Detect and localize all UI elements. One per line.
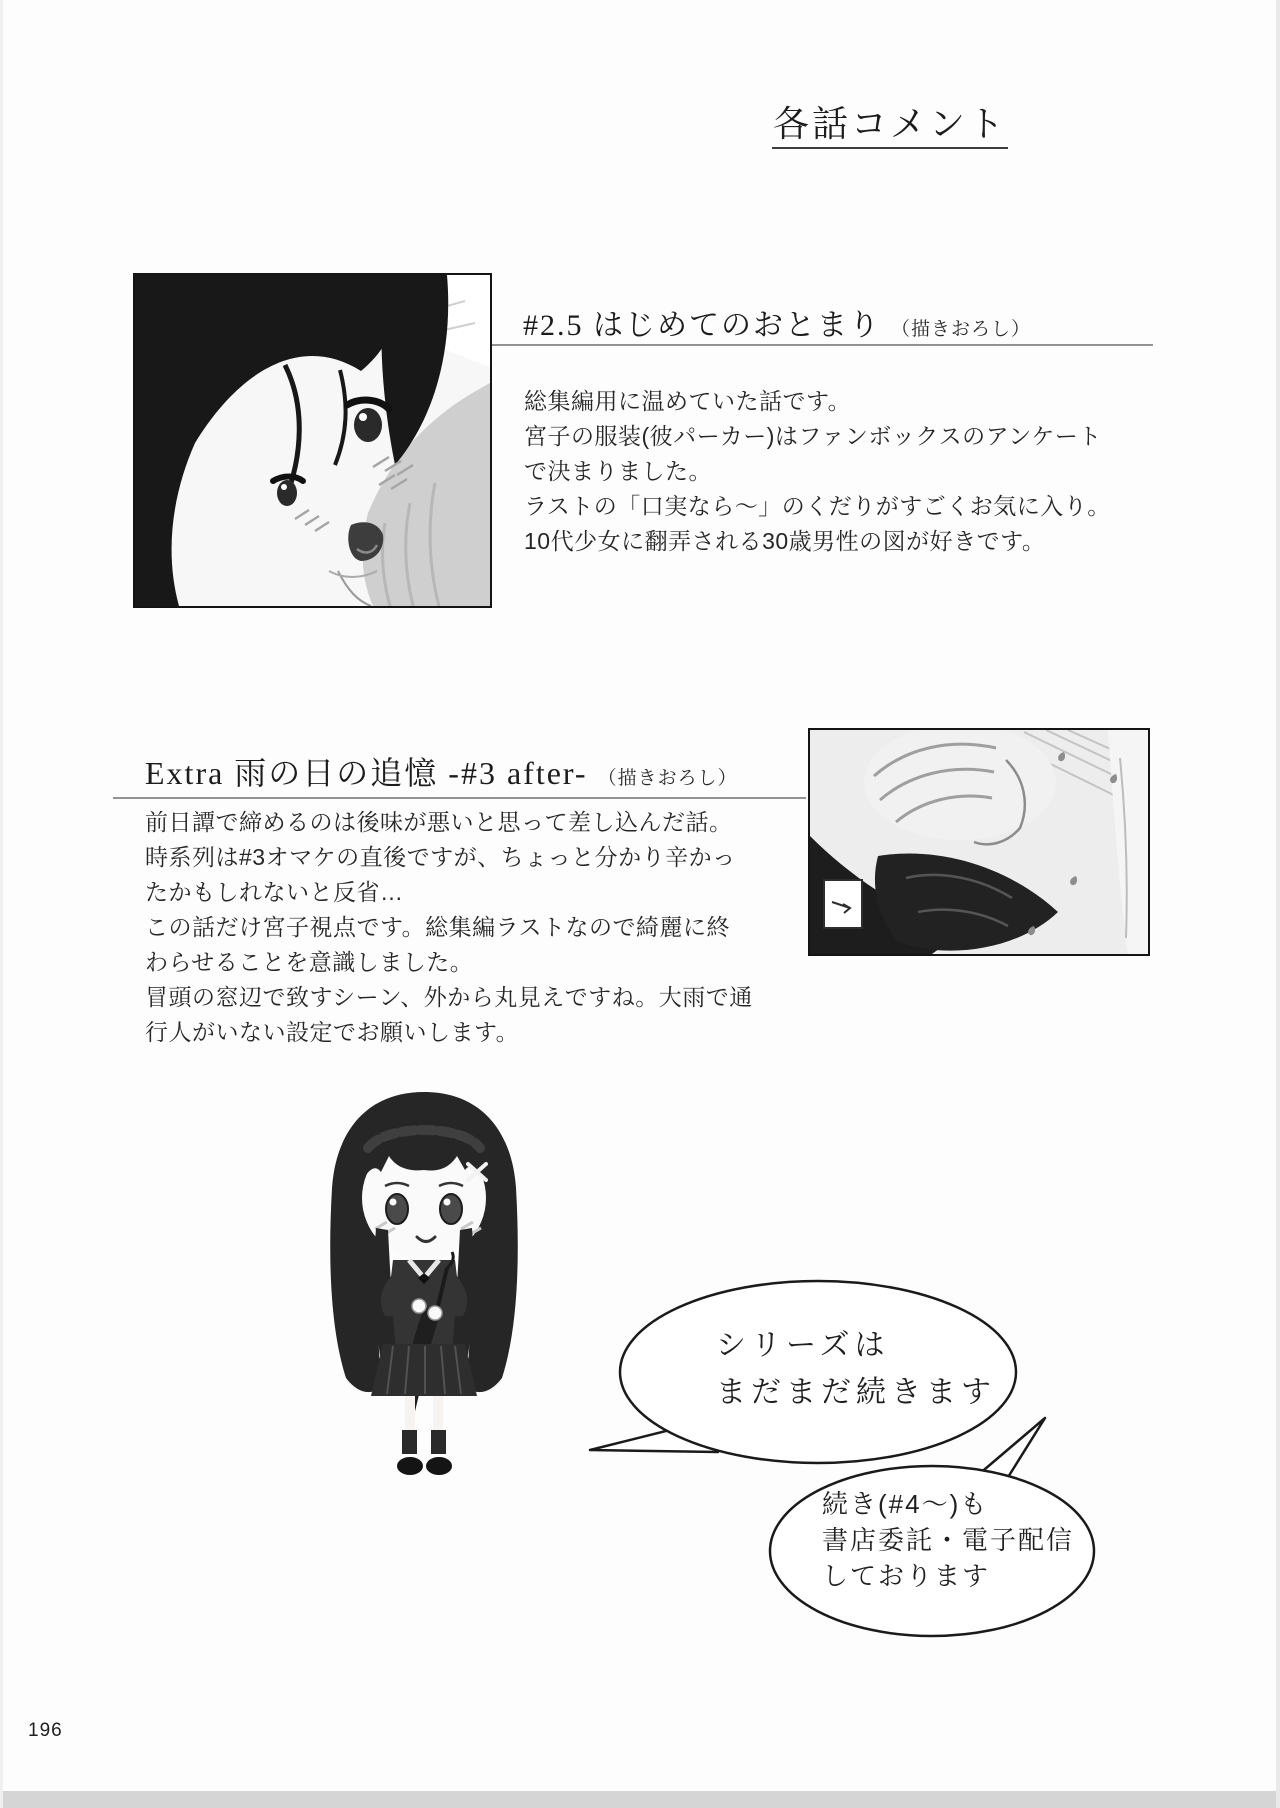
bubble-distribution-info (822, 1486, 1074, 1594)
comment-line: で決まりました。 (524, 458, 712, 484)
section-1-comment (524, 384, 1111, 559)
chibi-girl-illustration (288, 1078, 560, 1508)
section-1-title: #2.5 はじめてのおとまり (523, 309, 881, 342)
comment-line: 総集編用に温めていた話です。 (524, 388, 852, 414)
comment-line: 宮子の服装(彼パーカー)はファンボックスのアンケート (524, 423, 1102, 449)
page-title-underline (772, 147, 1008, 149)
comment-line: 前日譚で締めるのは後味が悪いと思って差し込んだ話。 (145, 809, 733, 835)
bubble-line: 続き(#4〜)も (822, 1489, 989, 1519)
comment-line: 10代少女に翻弄される30歳男性の図が好きです。 (524, 528, 1046, 554)
comment-line: 冒頭の窓辺で致すシーン、外から丸見えですね。大雨で通 (145, 984, 753, 1010)
bubble-line: シリーズは (716, 1329, 890, 1362)
comment-line: わらせることを意識しました。 (145, 949, 474, 975)
page-number: 196 (28, 1720, 63, 1741)
bubble-line: しております (822, 1561, 991, 1591)
section-1-underline (492, 344, 1153, 346)
manga-panel-rainy-scene (808, 728, 1150, 956)
chibi-girl-art (288, 1078, 560, 1508)
comment-line: この話だけ宮子視点です。総集編ラストなので綺麗に終 (145, 914, 730, 940)
section-1-heading (523, 300, 1031, 344)
section-2-heading (145, 748, 738, 794)
page-title: 各話コメント (772, 104, 1007, 144)
section-2-underline (113, 797, 806, 799)
bubble-line: 書店委託・電子配信 (822, 1525, 1075, 1555)
scan-edge-bottom (0, 1791, 1280, 1808)
comment-line: たかもしれないと反省… (145, 879, 404, 905)
speech-bubble-shapes (540, 1260, 1120, 1660)
bubble-series-continues (716, 1322, 996, 1416)
comment-line: 行人がいない設定でお願いします。 (145, 1019, 520, 1045)
comment-line: 時系列は#3オマケの直後ですが、ちょっと分かり辛かっ (145, 844, 736, 870)
bubble-line: まだまだ続きます (716, 1376, 996, 1409)
section-2-comment (145, 805, 753, 1050)
speech-bubbles (540, 1260, 1120, 1660)
girl-closeup-art (135, 275, 490, 606)
section-2-note: （描きおろし） (597, 768, 738, 789)
rainy-scene-art (810, 730, 1148, 954)
manga-panel-girl-closeup (133, 273, 492, 608)
scan-edge-right (1276, 0, 1280, 1808)
section-1-note: （描きおろし） (891, 319, 1032, 340)
section-2-title: Extra 雨の日の追憶 -#3 after- (145, 755, 588, 791)
scan-edge-left (0, 0, 3, 1808)
comment-line: ラストの「口実なら〜」のくだりがすごくお気に入り。 (524, 493, 1111, 519)
